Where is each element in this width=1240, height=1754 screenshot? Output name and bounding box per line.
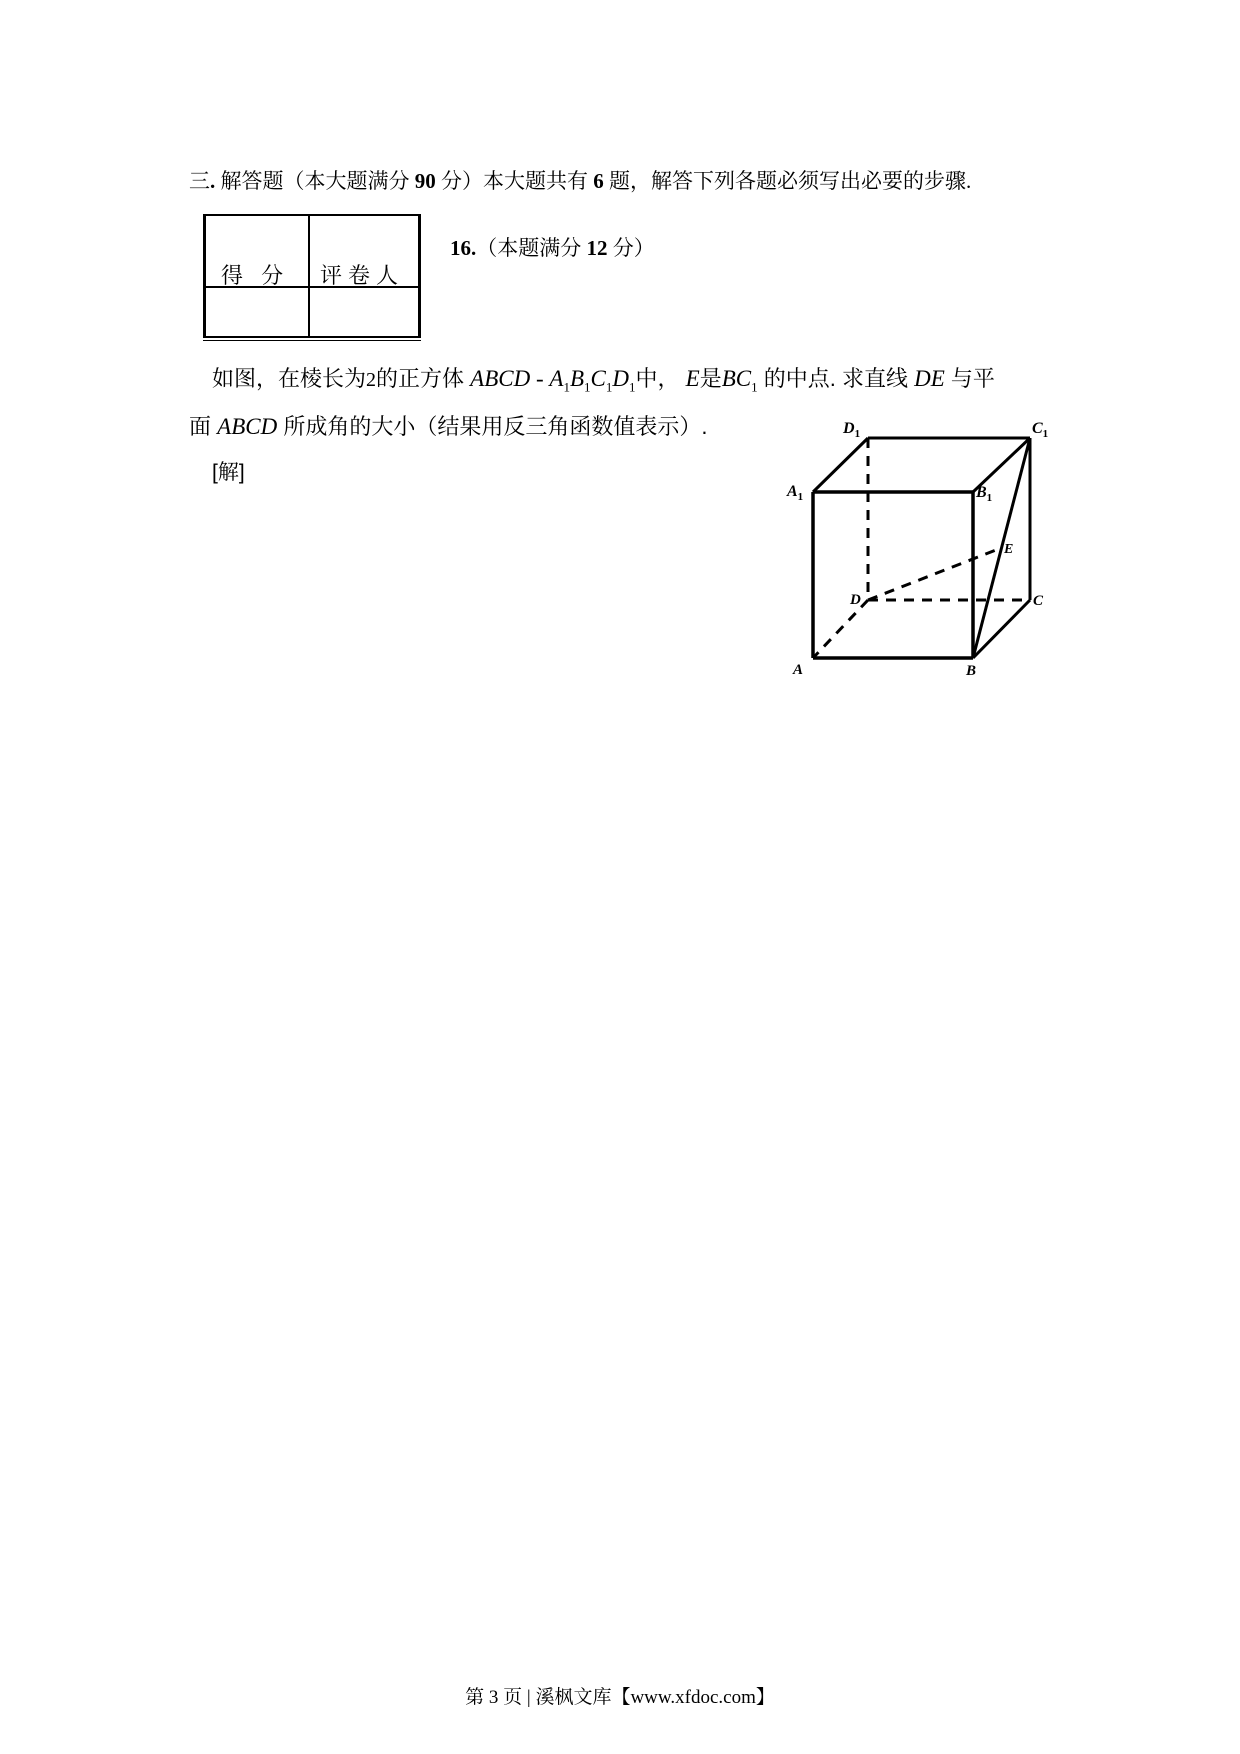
dash: - xyxy=(530,366,550,391)
section-dot: . xyxy=(210,169,216,193)
section-prefix: 三 xyxy=(189,169,210,193)
subscript: 1 xyxy=(563,379,570,395)
question-points-a: （本题满分 xyxy=(476,236,587,260)
table-border-top xyxy=(203,214,419,216)
page-footer xyxy=(0,1682,1240,1709)
section-heading xyxy=(189,165,971,195)
question-text-line-2 xyxy=(189,410,707,441)
text-segment: 所成角的大小（结果用反三角函数值表示）. xyxy=(283,414,708,439)
section-text-c: 题，解答下列各题必须写出必要的步骤. xyxy=(603,169,972,193)
answer-label: [解] xyxy=(212,461,245,484)
text-segment: 如图，在棱长为 xyxy=(212,366,367,391)
segment-de-hidden xyxy=(868,548,1001,600)
point-e: E xyxy=(685,366,700,391)
section-question-count: 6 xyxy=(593,169,604,193)
vertex-b1: B xyxy=(569,366,585,391)
edge-a1d1 xyxy=(813,438,868,492)
label-a: A xyxy=(793,662,804,678)
segment-bc1 xyxy=(721,366,758,395)
score-table xyxy=(203,214,421,341)
score-input-cell[interactable] xyxy=(207,290,307,335)
cube-figure xyxy=(780,415,1070,685)
plane-abcd: ABCD xyxy=(217,414,278,439)
segment-bc1-diagonal xyxy=(973,438,1030,658)
top-face-name xyxy=(549,366,636,395)
label-b: B xyxy=(966,663,977,679)
segment-bc: BC xyxy=(721,366,752,391)
section-text-a: 解答题（本大题满分 xyxy=(215,169,415,193)
solid-name: ABCD xyxy=(470,366,531,391)
question-points-b: 分） xyxy=(607,236,655,260)
label-d: D xyxy=(850,592,861,608)
vertex-a1: A xyxy=(549,366,564,391)
edge-length: 2 xyxy=(366,369,377,391)
text-segment: 的中点. 求直线 xyxy=(763,366,908,391)
text-segment: 中， xyxy=(635,366,680,391)
text-segment: 的正方体 xyxy=(376,366,465,391)
table-border-bottom xyxy=(203,336,421,338)
label-d1: $D_1$ xyxy=(843,420,861,440)
vertex-c1: C xyxy=(590,366,606,391)
subscript: 1 xyxy=(605,379,613,395)
line-de: DE xyxy=(914,366,945,391)
label-b1: $B_1$ xyxy=(976,484,993,504)
table-border-right xyxy=(418,214,421,337)
question-number: 16. xyxy=(450,236,477,260)
label-c: C xyxy=(1033,593,1044,609)
table-border-left xyxy=(203,214,206,337)
grader-input-cell[interactable] xyxy=(311,290,417,335)
table-divider-vertical xyxy=(308,214,310,337)
vertex-d1: D xyxy=(612,366,629,391)
label-c1: $C_1$ xyxy=(1032,420,1049,440)
text-segment: 与平 xyxy=(950,366,995,391)
subscript: 1 xyxy=(628,379,636,395)
score-header: 得 分 xyxy=(221,263,290,288)
answer-area[interactable] xyxy=(189,490,749,1590)
section-total-score: 90 xyxy=(414,169,436,193)
question-points: 12 xyxy=(586,236,608,260)
label-e: E xyxy=(1004,542,1014,557)
text-segment: 面 xyxy=(189,414,212,439)
table-border-bottom-double xyxy=(203,340,421,341)
section-text-b: 分）本大题共有 xyxy=(435,169,594,193)
edge-da-hidden xyxy=(813,600,868,658)
label-a1: $A_1$ xyxy=(787,483,804,503)
question-title xyxy=(450,232,655,262)
subscript: 1 xyxy=(751,379,758,395)
question-text-line-1 xyxy=(212,362,995,396)
grader-header: 评卷人 xyxy=(320,263,405,288)
text-segment: 是 xyxy=(699,366,722,391)
footer-text: 第 3 页 | 溪枫文库【www.xfdoc.com】 xyxy=(465,1687,775,1708)
subscript: 1 xyxy=(584,379,591,395)
